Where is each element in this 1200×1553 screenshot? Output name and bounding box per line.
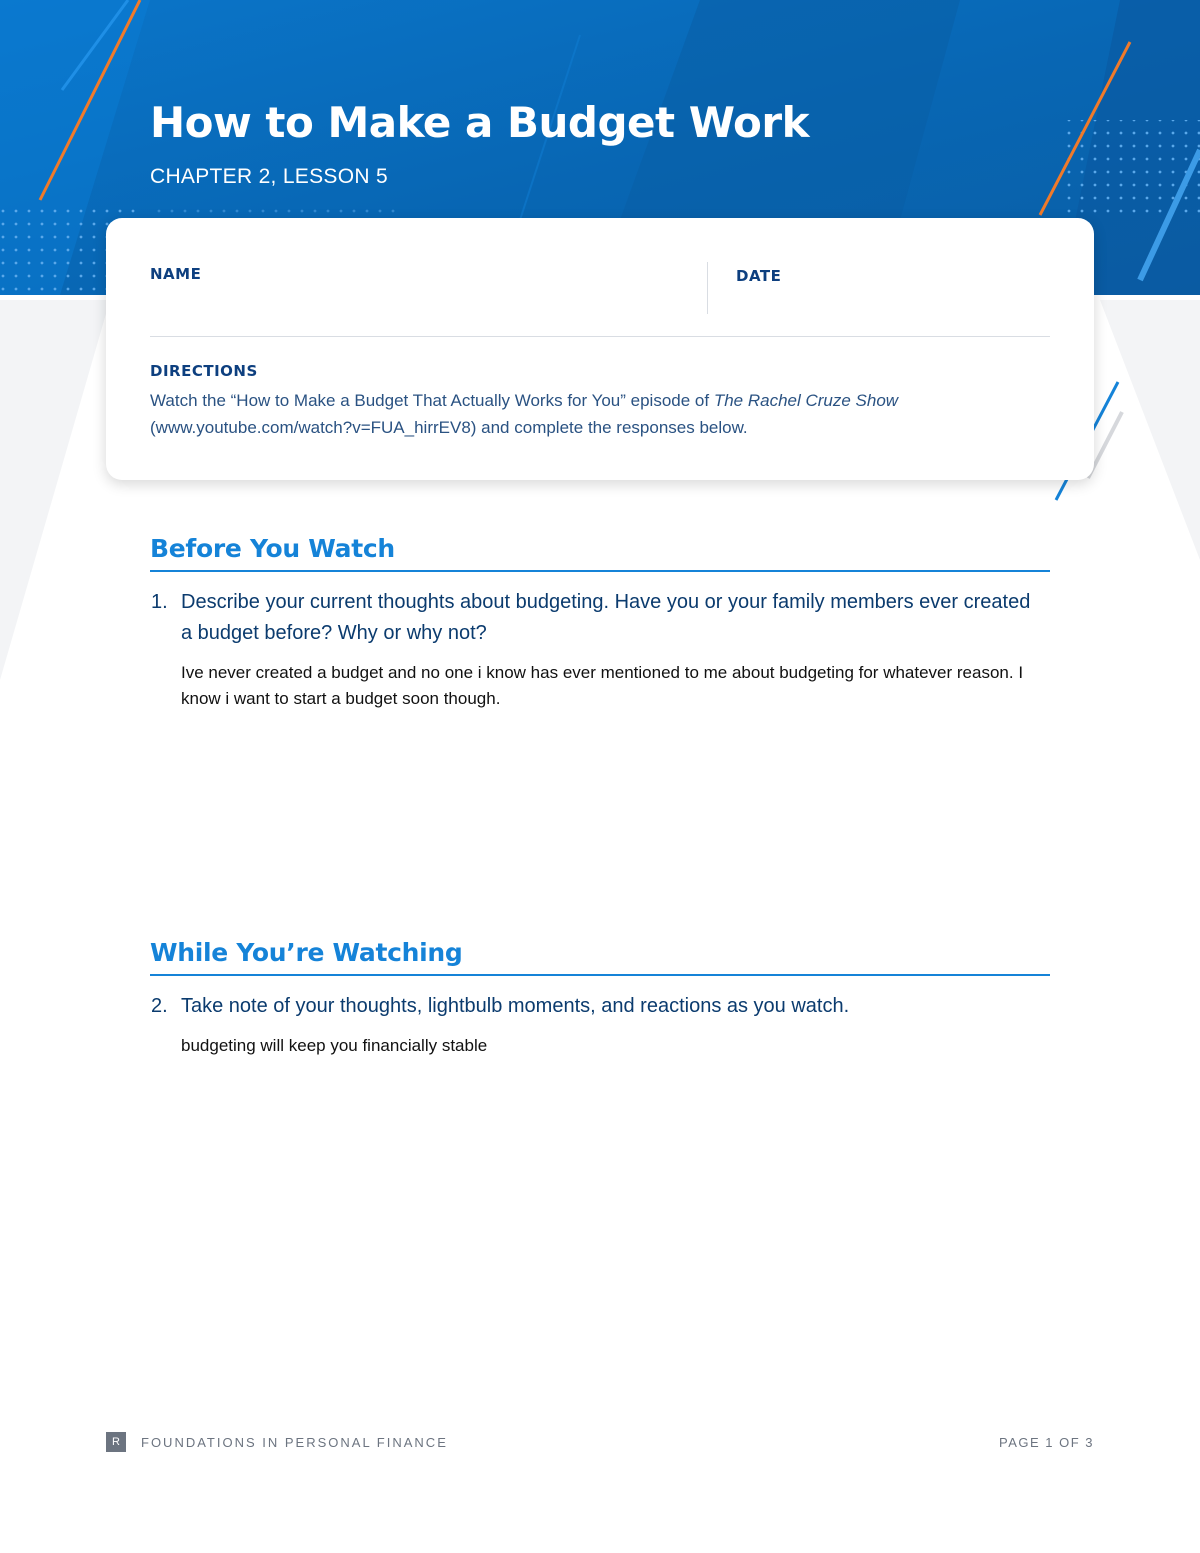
- question-text: Take note of your thoughts, lightbulb moments, and reactions as you watch.: [181, 995, 850, 1017]
- field-divider: [707, 262, 708, 314]
- section-heading-while-watching: While You’re Watching: [150, 938, 463, 967]
- answer-text[interactable]: Ive never created a budget and no one i know has ever mentioned to me about budgeting for whatever reason. I know i want to start a budget soon though.: [181, 663, 1024, 708]
- section-rule: [150, 570, 1050, 572]
- section-heading-before-you-watch: Before You Watch: [150, 534, 395, 563]
- directions-text: [150, 387, 1050, 441]
- question-number: 2.: [151, 995, 168, 1017]
- info-card: [106, 218, 1094, 480]
- ramsey-logo-icon: R: [106, 1432, 126, 1452]
- directions-label: DIRECTIONS: [150, 362, 258, 380]
- show-title: The Rachel Cruze Show: [713, 391, 899, 410]
- question-number: 1.: [151, 591, 168, 613]
- section-rule: [150, 974, 1050, 976]
- question-text: Describe your current thoughts about budgeting. Have you or your family members ever created a budget before? Why or why not?: [181, 591, 1031, 644]
- page-number: PAGE 1 OF 3: [998, 1435, 1094, 1450]
- card-divider: [150, 336, 1050, 337]
- page-title: How to Make a Budget Work: [150, 98, 810, 147]
- date-label: DATE: [736, 267, 782, 285]
- chapter-lesson-label: CHAPTER 2, LESSON 5: [150, 165, 388, 188]
- answer-text[interactable]: budgeting will keep you financially stable: [181, 1036, 488, 1055]
- course-name: FOUNDATIONS IN PERSONAL FINANCE: [141, 1435, 448, 1450]
- name-label: NAME: [150, 265, 202, 283]
- directions-text-start: Watch the “How to Make a Budget That Actually Works for You” episode of: [150, 391, 714, 410]
- directions-text-end: (www.youtube.com/watch?v=FUA_hirrEV8) and complete the responses below.: [150, 418, 748, 437]
